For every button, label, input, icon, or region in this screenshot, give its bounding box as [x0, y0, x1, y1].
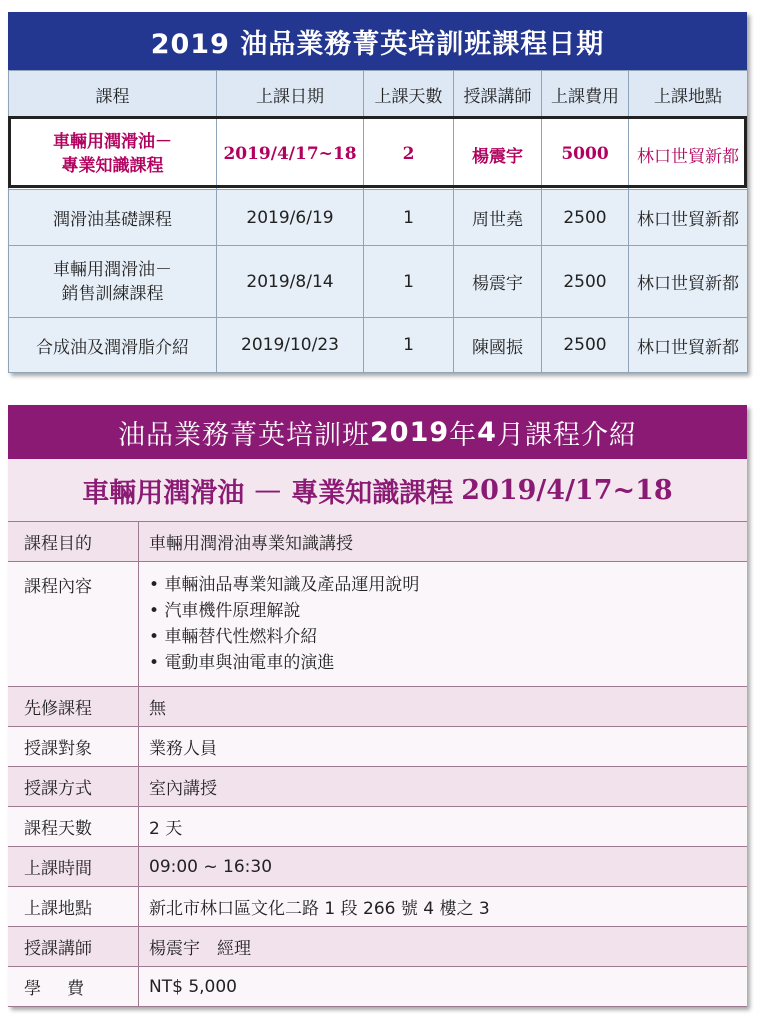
intro-title-month: 4: [477, 416, 497, 448]
teacher-cell: 楊震宇: [454, 119, 542, 190]
row-value: 無: [139, 687, 748, 727]
days-cell: 1: [364, 190, 454, 246]
col-header-fee: 上課費用: [542, 71, 629, 119]
row-value: 新北市林口區文化二路 1 段 266 號 4 樓之 3: [139, 887, 748, 927]
table-row: [8, 562, 747, 687]
table-row: [9, 190, 748, 246]
table-row: [8, 522, 747, 562]
days-cell: 1: [364, 246, 454, 318]
table-row: [8, 807, 747, 847]
col-header-course: 課程: [9, 71, 217, 119]
table-row: [8, 967, 747, 1007]
row-value: 09:00 ~ 16:30: [139, 847, 748, 887]
fee-cell: 5000: [542, 119, 629, 190]
course-cell: 潤滑油基礎課程: [9, 190, 217, 246]
list-item: • 車輛油品專業知識及產品運用說明: [149, 572, 747, 598]
schedule-header-row: [9, 71, 748, 119]
table-row: [9, 246, 748, 318]
subtitle-left: 車輛用潤滑油: [82, 477, 245, 509]
fee-cell: 2500: [542, 190, 629, 246]
table-row: [8, 927, 747, 967]
subtitle-dash: —: [254, 474, 282, 506]
row-label: 上課時間: [8, 847, 139, 887]
row-value: 2 天: [139, 807, 748, 847]
intro-title-year-suffix: 年: [449, 419, 478, 451]
location-cell: 林口世貿新都: [629, 246, 748, 318]
row-label: 課程內容: [8, 562, 139, 687]
location-cell: 林口世貿新都: [629, 119, 748, 190]
table-row: [8, 687, 747, 727]
teacher-cell: 楊震宇: [454, 246, 542, 318]
location-cell: 林口世貿新都: [629, 318, 748, 373]
course-line-2: 專業知識課程: [61, 156, 164, 176]
fee-cell: 2500: [542, 318, 629, 373]
row-value: 楊震宇 經理: [139, 927, 748, 967]
intro-title: [8, 405, 747, 459]
table-row: [8, 887, 747, 927]
fee-cell: 2500: [542, 246, 629, 318]
table-row: [9, 318, 748, 373]
list-item: • 車輛替代性燃料介紹: [149, 624, 747, 650]
teacher-cell: 周世堯: [454, 190, 542, 246]
row-label: 授課講師: [8, 927, 139, 967]
row-label: 課程天數: [8, 807, 139, 847]
course-line-2: 銷售訓練課程: [61, 283, 164, 304]
date-cell: 2019/6/19: [217, 190, 364, 246]
table-row: [8, 767, 747, 807]
row-label: 上課地點: [8, 887, 139, 927]
list-item: • 汽車機件原理解說: [149, 598, 747, 624]
table-row: [8, 727, 747, 767]
course-cell: [9, 119, 217, 190]
intro-subtitle: [8, 459, 747, 522]
intro-title-year: 2019: [370, 416, 450, 448]
intro-title-text: 油品業務菁英培訓班: [118, 419, 371, 451]
row-value: 車輛用潤滑油專業知識講授: [139, 522, 748, 562]
row-value: [139, 562, 748, 687]
course-cell: 合成油及潤滑脂介紹: [9, 318, 217, 373]
row-label: 課程目的: [8, 522, 139, 562]
row-label: 授課對象: [8, 727, 139, 767]
date-cell: 2019/4/17~18: [217, 119, 364, 190]
course-line-1: 車輛用潤滑油－: [53, 259, 172, 280]
date-cell: 2019/8/14: [217, 246, 364, 318]
intro-panel: [8, 405, 747, 1007]
intro-title-month-suffix: 月課程介紹: [496, 419, 637, 451]
date-cell: 2019/10/23: [217, 318, 364, 373]
row-label: 授課方式: [8, 767, 139, 807]
location-cell: 林口世貿新都: [629, 190, 748, 246]
intro-table: [8, 522, 747, 1007]
content-list: [149, 562, 747, 676]
table-row: [8, 847, 747, 887]
schedule-table: [8, 70, 748, 373]
row-value: 業務人員: [139, 727, 748, 767]
row-value: 室內講授: [139, 767, 748, 807]
teacher-cell: 陳國振: [454, 318, 542, 373]
col-header-teacher: 授課講師: [454, 71, 542, 119]
row-label: 學費: [8, 967, 139, 1007]
list-item: • 電動車與油電車的演進: [149, 650, 747, 676]
days-cell: 2: [364, 119, 454, 190]
schedule-panel: [8, 12, 747, 373]
subtitle-right: 專業知識課程: [291, 477, 454, 509]
col-header-location: 上課地點: [629, 71, 748, 119]
subtitle-date: 2019/4/17~18: [461, 474, 673, 506]
col-header-days: 上課天數: [364, 71, 454, 119]
row-label: 先修課程: [8, 687, 139, 727]
course-cell: [9, 246, 217, 318]
schedule-title: 2019 油品業務菁英培訓班課程日期: [8, 12, 747, 70]
course-line-1: 車輛用潤滑油－: [53, 132, 172, 152]
row-value: NT$ 5,000: [139, 967, 748, 1007]
table-row: [9, 119, 748, 190]
days-cell: 1: [364, 318, 454, 373]
col-header-date: 上課日期: [217, 71, 364, 119]
